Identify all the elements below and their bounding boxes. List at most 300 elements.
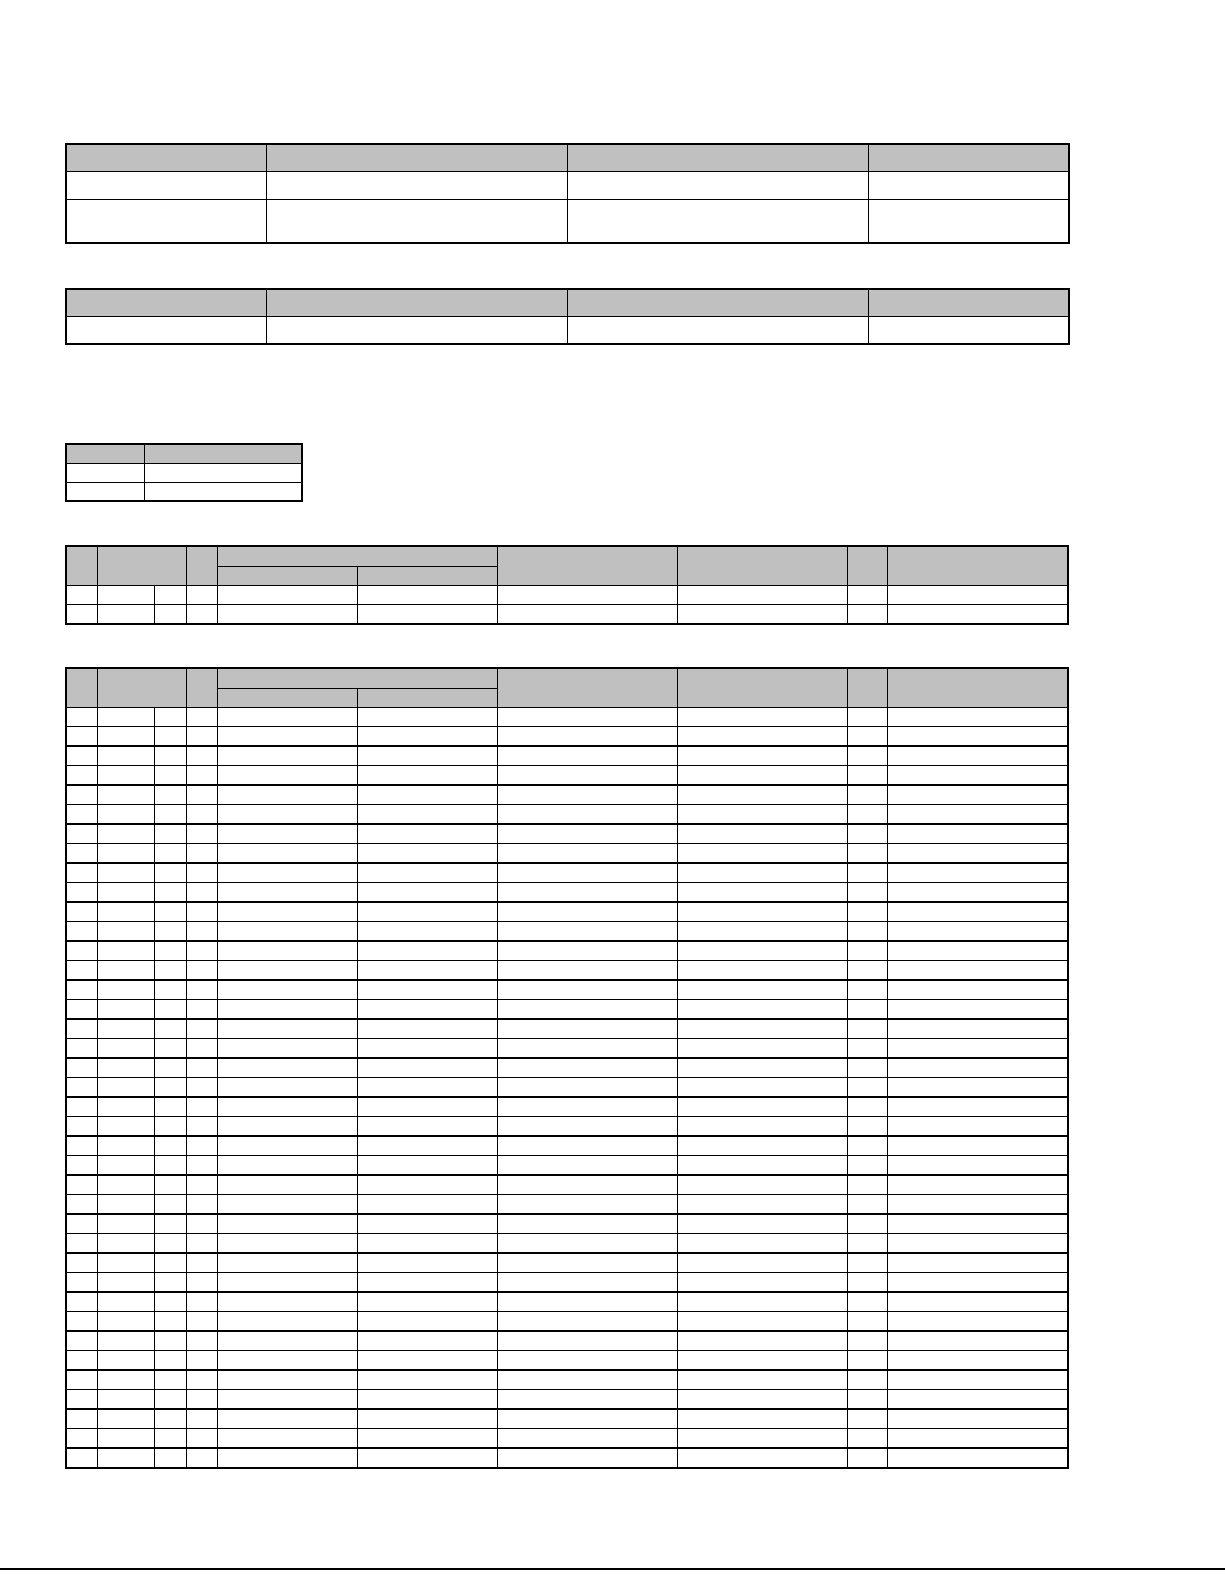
header-cell	[868, 289, 1069, 316]
table-cell	[887, 1117, 1068, 1137]
table-cell	[154, 980, 186, 1000]
table-cell	[97, 1097, 154, 1117]
table-cell	[66, 941, 97, 961]
table-cell	[677, 1039, 847, 1059]
table-row	[66, 922, 1068, 942]
table-cell	[887, 1331, 1068, 1351]
header-cell	[66, 668, 97, 707]
table-cell	[97, 1429, 154, 1449]
table-cell	[186, 707, 217, 727]
table-cell	[217, 1039, 357, 1059]
table-row	[66, 805, 1068, 825]
table-cell	[97, 941, 154, 961]
table-cell	[357, 766, 497, 786]
table-cell	[217, 1000, 357, 1020]
table-cell	[847, 805, 887, 825]
table-cell	[887, 1156, 1068, 1176]
table-cell	[497, 1429, 677, 1449]
table-cell	[186, 1234, 217, 1254]
table-cell	[66, 482, 144, 501]
table-cell	[217, 941, 357, 961]
header-cell	[186, 546, 217, 585]
table-cell	[217, 1175, 357, 1195]
info-table-1	[65, 143, 1070, 244]
table-cell	[677, 1409, 847, 1429]
table-cell	[567, 199, 868, 243]
table-cell	[887, 585, 1068, 605]
table-cell	[217, 1351, 357, 1371]
table-cell	[97, 980, 154, 1000]
table-cell	[186, 1214, 217, 1234]
table-cell	[677, 1234, 847, 1254]
table-cell	[567, 316, 868, 344]
table-cell	[677, 785, 847, 805]
table-cell	[217, 961, 357, 981]
table-cell	[66, 1078, 97, 1098]
header-cell	[97, 668, 186, 707]
table-cell	[497, 1175, 677, 1195]
table-cell	[357, 980, 497, 1000]
table-cell	[887, 1253, 1068, 1273]
table-cell	[847, 863, 887, 883]
table-row	[66, 1390, 1068, 1410]
info-table-2	[65, 288, 1070, 345]
table-cell	[66, 727, 97, 747]
table-cell	[66, 1195, 97, 1215]
table-cell	[217, 1097, 357, 1117]
table-cell	[497, 1292, 677, 1312]
table-cell	[497, 824, 677, 844]
table-cell	[217, 766, 357, 786]
table-cell	[887, 1390, 1068, 1410]
table-cell	[97, 1195, 154, 1215]
header-cell	[868, 144, 1069, 171]
table-cell	[677, 805, 847, 825]
table-cell	[217, 785, 357, 805]
header-cell	[97, 546, 186, 585]
table-cell	[887, 1019, 1068, 1039]
header-cell	[847, 668, 887, 707]
table-cell	[154, 766, 186, 786]
table-cell	[154, 1078, 186, 1098]
table-cell	[97, 605, 154, 625]
table-cell	[357, 1409, 497, 1429]
table-cell	[66, 199, 266, 243]
table-cell	[847, 1136, 887, 1156]
table-cell	[66, 1273, 97, 1293]
table-cell	[357, 1195, 497, 1215]
table-cell	[357, 961, 497, 981]
table-cell	[186, 1195, 217, 1215]
table-cell	[186, 1448, 217, 1468]
table-cell	[66, 746, 97, 766]
table-cell	[357, 1097, 497, 1117]
table-cell	[154, 1136, 186, 1156]
table-cell	[217, 707, 357, 727]
table-cell	[186, 605, 217, 625]
table-cell	[887, 902, 1068, 922]
table-cell	[887, 605, 1068, 625]
table-cell	[497, 1273, 677, 1293]
table-cell	[97, 922, 154, 942]
table-cell	[66, 1136, 97, 1156]
table-cell	[677, 1370, 847, 1390]
table-cell	[186, 727, 217, 747]
table-cell	[217, 1234, 357, 1254]
header-cell	[887, 546, 1068, 585]
table-cell	[847, 746, 887, 766]
table-cell	[887, 1273, 1068, 1293]
table-cell	[154, 1409, 186, 1429]
table-cell	[357, 1312, 497, 1332]
header-cell	[144, 444, 302, 463]
table-row	[66, 980, 1068, 1000]
table-cell	[186, 902, 217, 922]
table-cell	[217, 805, 357, 825]
table-row	[66, 316, 1069, 344]
table-cell	[497, 1195, 677, 1215]
table-cell	[186, 1136, 217, 1156]
table-cell	[497, 1000, 677, 1020]
table-row	[66, 1039, 1068, 1059]
table-cell	[887, 1370, 1068, 1390]
table-row	[66, 1058, 1068, 1078]
table-cell	[217, 1273, 357, 1293]
table-row	[66, 863, 1068, 883]
table-cell	[97, 1156, 154, 1176]
table-cell	[677, 1156, 847, 1176]
table-cell	[677, 766, 847, 786]
table-cell	[847, 1214, 887, 1234]
table-cell	[357, 1234, 497, 1254]
table-row	[66, 727, 1068, 747]
table-cell	[497, 766, 677, 786]
header-cell	[217, 546, 497, 566]
table-cell	[66, 902, 97, 922]
table-cell	[357, 941, 497, 961]
table-cell	[847, 1292, 887, 1312]
table-cell	[186, 1351, 217, 1371]
table-cell	[154, 1195, 186, 1215]
table-row	[66, 1409, 1068, 1429]
table-cell	[97, 727, 154, 747]
table-row	[66, 1097, 1068, 1117]
table-cell	[497, 1078, 677, 1098]
table-cell	[154, 863, 186, 883]
table-cell	[567, 171, 868, 199]
table-cell	[66, 707, 97, 727]
table-cell	[677, 941, 847, 961]
table-cell	[887, 746, 1068, 766]
table-cell	[186, 1429, 217, 1449]
table-cell	[847, 1312, 887, 1332]
table-cell	[357, 1117, 497, 1137]
table-cell	[66, 1000, 97, 1020]
table-cell	[154, 824, 186, 844]
table-cell	[868, 171, 1069, 199]
table-cell	[186, 1409, 217, 1429]
table-cell	[497, 961, 677, 981]
table-cell	[217, 1136, 357, 1156]
table-cell	[186, 785, 217, 805]
table-cell	[154, 605, 186, 625]
grid-table-2-body	[66, 707, 1068, 1468]
table-cell	[186, 1058, 217, 1078]
table-cell	[357, 863, 497, 883]
table-cell	[357, 1058, 497, 1078]
table-cell	[154, 785, 186, 805]
table-cell	[66, 1292, 97, 1312]
table-cell	[847, 1390, 887, 1410]
table-cell	[186, 1039, 217, 1059]
table-row	[66, 902, 1068, 922]
table-cell	[154, 1370, 186, 1390]
table-cell	[677, 1175, 847, 1195]
table-cell	[497, 1136, 677, 1156]
table-cell	[97, 961, 154, 981]
table-cell	[847, 1000, 887, 1020]
table-cell	[887, 863, 1068, 883]
table-cell	[887, 1351, 1068, 1371]
table-cell	[186, 1156, 217, 1176]
table-cell	[887, 1409, 1068, 1429]
table-cell	[357, 1448, 497, 1468]
table-cell	[847, 1448, 887, 1468]
table-row	[66, 746, 1068, 766]
header-cell	[66, 289, 266, 316]
table-cell	[186, 746, 217, 766]
table-cell	[847, 824, 887, 844]
table-cell	[677, 1019, 847, 1039]
table-cell	[847, 1175, 887, 1195]
table-cell	[217, 1292, 357, 1312]
table-cell	[887, 766, 1068, 786]
table-row	[66, 585, 1068, 605]
table-cell	[677, 1195, 847, 1215]
table-cell	[186, 922, 217, 942]
table-cell	[97, 766, 154, 786]
table-cell	[186, 1273, 217, 1293]
table-cell	[186, 1078, 217, 1098]
table-cell	[887, 1234, 1068, 1254]
table-cell	[154, 1273, 186, 1293]
table-cell	[677, 1117, 847, 1137]
table-row	[66, 961, 1068, 981]
table-cell	[357, 844, 497, 864]
table-cell	[847, 844, 887, 864]
table-cell	[677, 1000, 847, 1020]
table-cell	[186, 805, 217, 825]
table-cell	[217, 1331, 357, 1351]
table-cell	[66, 961, 97, 981]
table-cell	[847, 1253, 887, 1273]
table-cell	[847, 1370, 887, 1390]
table-cell	[66, 1156, 97, 1176]
table-cell	[677, 1097, 847, 1117]
table-cell	[677, 980, 847, 1000]
header-cell	[66, 546, 97, 585]
table-cell	[887, 1448, 1068, 1468]
header-cell	[66, 444, 144, 463]
table-cell	[154, 1390, 186, 1410]
table-cell	[97, 1039, 154, 1059]
table-cell	[847, 585, 887, 605]
table-cell	[677, 902, 847, 922]
table-cell	[357, 1292, 497, 1312]
table-cell	[887, 1312, 1068, 1332]
header-cell	[357, 688, 497, 707]
table-cell	[847, 1039, 887, 1059]
table-cell	[847, 1351, 887, 1371]
table-cell	[97, 707, 154, 727]
table-cell	[497, 805, 677, 825]
table-cell	[66, 1351, 97, 1371]
table-cell	[217, 1390, 357, 1410]
table-cell	[887, 727, 1068, 747]
table-row	[66, 1000, 1068, 1020]
table-cell	[847, 1019, 887, 1039]
table-cell	[154, 1019, 186, 1039]
table-cell	[97, 844, 154, 864]
table-cell	[154, 844, 186, 864]
table-cell	[97, 1234, 154, 1254]
table-cell	[357, 605, 497, 625]
table-cell	[97, 1312, 154, 1332]
table-cell	[357, 1175, 497, 1195]
table-cell	[154, 1448, 186, 1468]
table-cell	[66, 171, 266, 199]
table-cell	[847, 1409, 887, 1429]
table-row	[66, 1214, 1068, 1234]
table-cell	[66, 824, 97, 844]
table-cell	[217, 585, 357, 605]
table-cell	[497, 1117, 677, 1137]
table-cell	[217, 1195, 357, 1215]
table-cell	[887, 922, 1068, 942]
table-cell	[97, 746, 154, 766]
table-cell	[497, 883, 677, 903]
table-row	[66, 1370, 1068, 1390]
table-cell	[847, 727, 887, 747]
table-cell	[868, 316, 1069, 344]
header-cell	[677, 668, 847, 707]
header-cell	[217, 566, 357, 585]
table-cell	[677, 883, 847, 903]
table-cell	[357, 1156, 497, 1176]
header-cell	[567, 144, 868, 171]
table-cell	[677, 1058, 847, 1078]
table-cell	[497, 1331, 677, 1351]
table-cell	[154, 805, 186, 825]
table-cell	[357, 1253, 497, 1273]
table-cell	[497, 1058, 677, 1078]
table-row	[66, 1292, 1068, 1312]
table-cell	[144, 482, 302, 501]
table-cell	[217, 746, 357, 766]
table-cell	[847, 1234, 887, 1254]
table-cell	[217, 1370, 357, 1390]
table-cell	[217, 1156, 357, 1176]
table-cell	[677, 1448, 847, 1468]
table-cell	[357, 1214, 497, 1234]
table-row	[66, 1136, 1068, 1156]
table-cell	[677, 1351, 847, 1371]
table-cell	[217, 980, 357, 1000]
table-cell	[186, 1097, 217, 1117]
table-cell	[887, 707, 1068, 727]
table-cell	[497, 1351, 677, 1371]
table-cell	[66, 844, 97, 864]
table-cell	[154, 1292, 186, 1312]
table-row	[66, 482, 302, 501]
table-cell	[677, 1078, 847, 1098]
info-table-1-header-row	[66, 144, 1069, 171]
table-cell	[357, 805, 497, 825]
table-cell	[357, 707, 497, 727]
small-table-header-row	[66, 444, 302, 463]
table-cell	[677, 1292, 847, 1312]
table-cell	[847, 1097, 887, 1117]
table-cell	[186, 824, 217, 844]
table-cell	[97, 1214, 154, 1234]
table-cell	[497, 863, 677, 883]
table-cell	[217, 883, 357, 903]
table-row	[66, 1351, 1068, 1371]
table-cell	[66, 785, 97, 805]
table-cell	[66, 1312, 97, 1332]
table-cell	[186, 980, 217, 1000]
table-cell	[97, 1175, 154, 1195]
table-cell	[266, 316, 567, 344]
table-cell	[497, 585, 677, 605]
table-cell	[66, 1039, 97, 1059]
table-cell	[154, 1234, 186, 1254]
table-cell	[186, 961, 217, 981]
table-cell	[186, 941, 217, 961]
table-row	[66, 824, 1068, 844]
table-cell	[186, 1000, 217, 1020]
table-row	[66, 844, 1068, 864]
table-cell	[217, 1214, 357, 1234]
table-cell	[186, 863, 217, 883]
table-cell	[847, 766, 887, 786]
table-row	[66, 463, 302, 482]
table-cell	[186, 1331, 217, 1351]
table-cell	[66, 1058, 97, 1078]
table-cell	[497, 1156, 677, 1176]
table-cell	[677, 1390, 847, 1410]
grid-table-1-body	[66, 585, 1068, 624]
table-row	[66, 785, 1068, 805]
table-cell	[497, 1448, 677, 1468]
table-cell	[144, 463, 302, 482]
table-cell	[887, 1292, 1068, 1312]
table-cell	[154, 1253, 186, 1273]
table-cell	[97, 1136, 154, 1156]
table-cell	[497, 922, 677, 942]
table-cell	[66, 1448, 97, 1468]
table-cell	[887, 961, 1068, 981]
table-cell	[497, 605, 677, 625]
table-cell	[66, 1331, 97, 1351]
table-row	[66, 1429, 1068, 1449]
table-row	[66, 1117, 1068, 1137]
table-cell	[217, 1409, 357, 1429]
table-row	[66, 1273, 1068, 1293]
table-cell	[97, 1019, 154, 1039]
header-cell	[217, 668, 497, 688]
table-cell	[497, 727, 677, 747]
